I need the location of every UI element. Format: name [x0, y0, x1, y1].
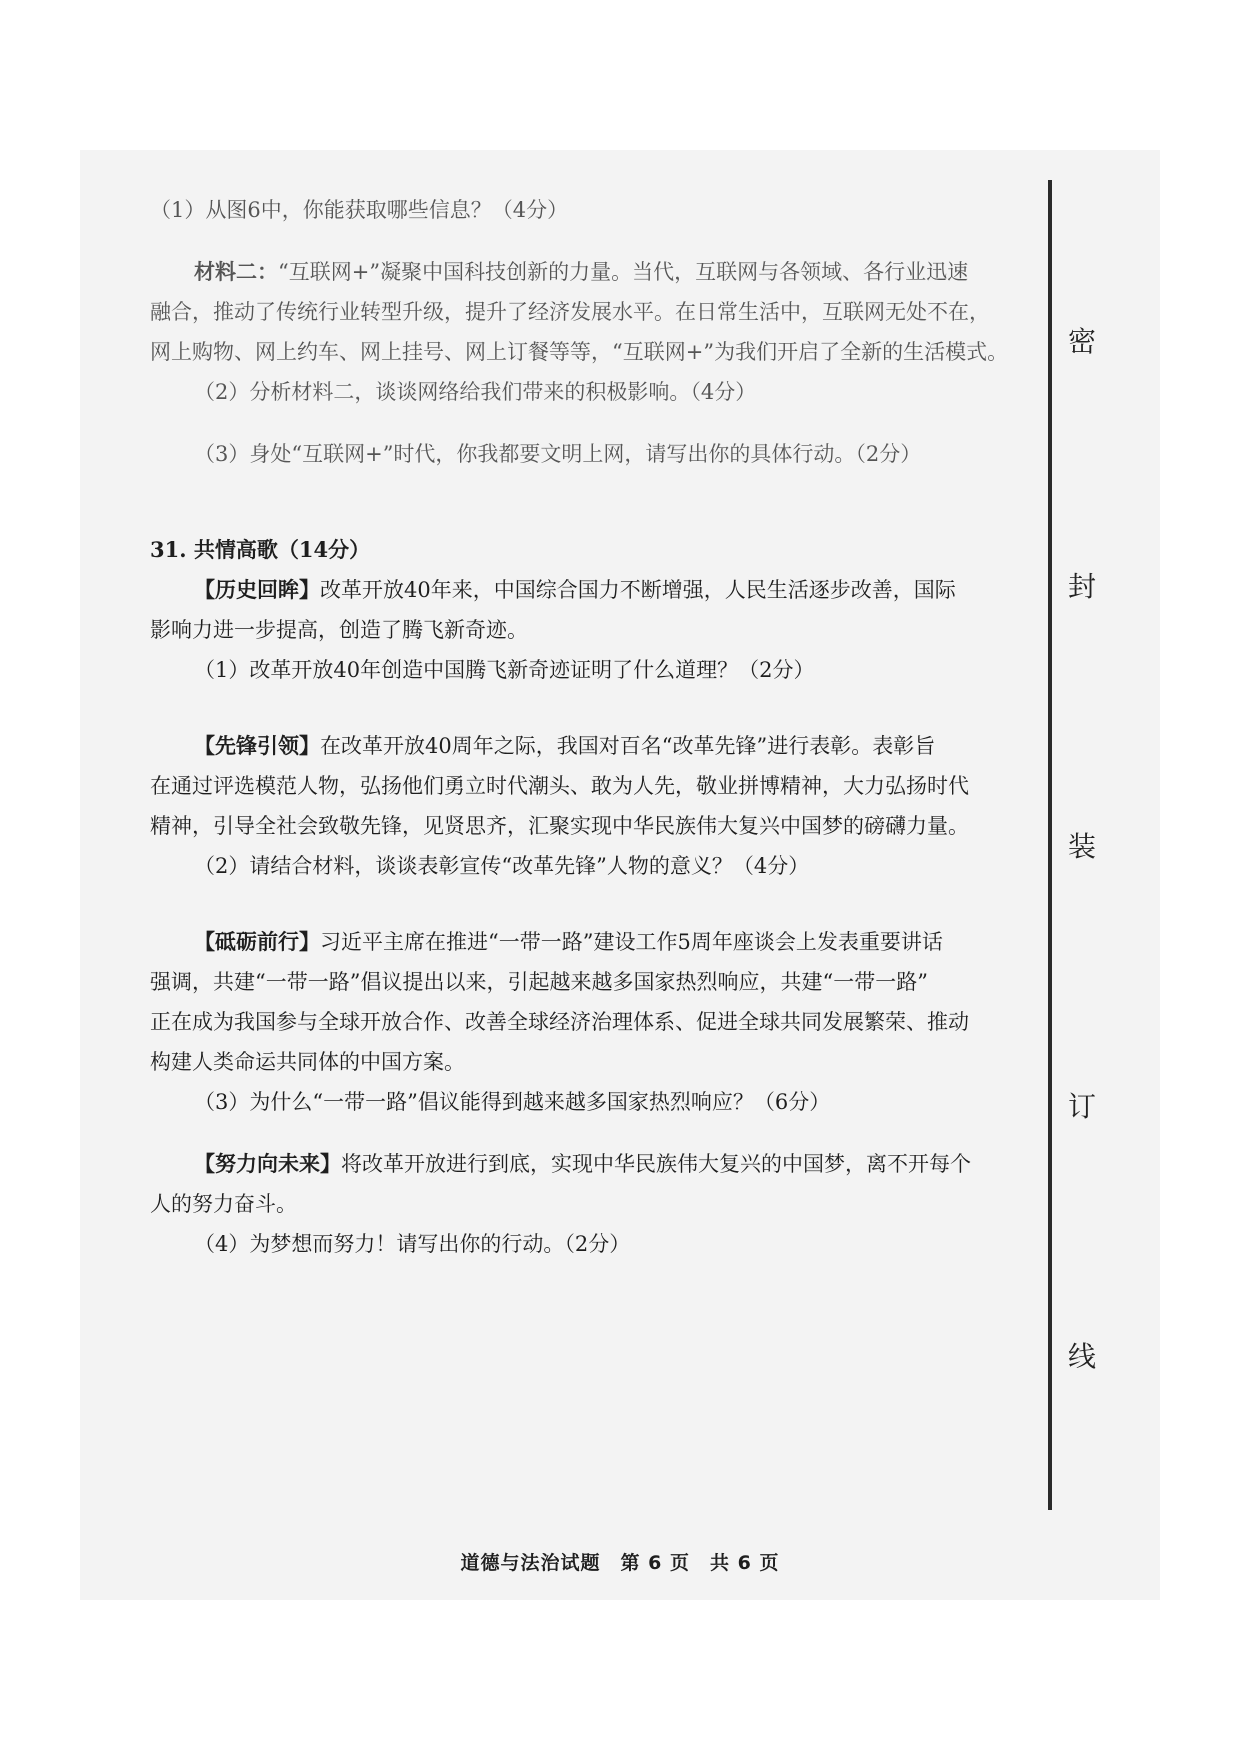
- forward-line1: [150, 922, 1010, 962]
- q31-sub1: （1）改革开放40年创造中国腾飞新奇迹证明了什么道理？（2分）: [194, 658, 815, 682]
- history-line2: 影响力进一步提高，创造了腾飞新奇迹。: [150, 618, 528, 642]
- q31-sub3: （3）为什么“一带一路”倡议能得到越来越多国家热烈响应？（6分）: [194, 1090, 831, 1114]
- q30-sub1: （1）从图6中，你能获取哪些信息？（4分）: [150, 198, 569, 222]
- material2-line2: 融合，推动了传统行业转型升级，提升了经济发展水平。在日常生活中，互联网无处不在，: [150, 300, 990, 324]
- binding-mark-close: 封: [1067, 570, 1096, 603]
- q31-sub4: （4）为梦想而努力！请写出你的行动。（2分）: [194, 1232, 631, 1256]
- binding-mark-staple: 订: [1067, 1090, 1096, 1123]
- future-text1: 将改革开放进行到底，实现中华民族伟大复兴的中国梦，离不开每个: [341, 1152, 971, 1176]
- material2-line3: 网上购物、网上约车、网上挂号、网上订餐等等，“互联网+”为我们开启了全新的生活模式。: [150, 340, 1009, 364]
- binding-mark-seal: 密: [1067, 325, 1096, 358]
- pioneer-line1: [150, 726, 1010, 766]
- future-line2: 人的努力奋斗。: [150, 1192, 297, 1216]
- forward-line4: 构建人类命运共同体的中国方案。: [150, 1050, 465, 1074]
- future-line1: [150, 1144, 1010, 1184]
- binding-mark-bind: 装: [1067, 830, 1096, 863]
- forward-line2: 强调，共建“一带一路”倡议提出以来，引起越来越多国家热烈响应，共建“一带一路”: [150, 970, 928, 994]
- binding-mark-line: 线: [1067, 1340, 1096, 1373]
- q30-sub3: （3）身处“互联网+”时代，你我都要文明上网，请写出你的具体行动。（2分）: [194, 442, 922, 466]
- material2-label: 材料二：: [194, 259, 278, 284]
- page-footer: 道德与法治试题 第 6 页 共 6 页: [460, 1552, 780, 1574]
- forward-text1: 习近平主席在推进“一带一路”建设工作5周年座谈会上发表重要讲话: [320, 930, 943, 954]
- pioneer-line2: 在通过评选模范人物，弘扬他们勇立时代潮头、敢为人先，敬业拼博精神，大力弘扬时代: [150, 774, 969, 798]
- material2-line1: [150, 252, 1010, 292]
- future-tag: 【努力向未来】: [194, 1151, 341, 1176]
- pioneer-text1: 在改革开放40周年之际，我国对百名“改革先锋”进行表彰。表彰旨: [320, 734, 936, 758]
- q31-title: 31. 共情高歌（14分）: [150, 537, 371, 562]
- binding-line: [1048, 180, 1052, 1510]
- pioneer-tag: 【先锋引领】: [194, 733, 320, 758]
- pioneer-line3: 精神，引导全社会致敬先锋，见贤思齐，汇聚实现中华民族伟大复兴中国梦的磅礴力量。: [150, 814, 969, 838]
- history-line1: [150, 570, 1010, 610]
- material2-text1: “互联网+”凝聚中国科技创新的力量。当代，互联网与各领域、各行业迅速: [278, 260, 969, 284]
- exam-content: [150, 190, 1010, 1264]
- forward-line3: 正在成为我国参与全球开放合作、改善全球经济治理体系、促进全球共同发展繁荣、推动: [150, 1010, 969, 1034]
- q30-sub2: （2）分析材料二，谈谈网络给我们带来的积极影响。（4分）: [194, 380, 757, 404]
- q31-sub2: （2）请结合材料，谈谈表彰宣传“改革先锋”人物的意义？（4分）: [194, 854, 810, 878]
- forward-tag: 【砥砺前行】: [194, 929, 320, 954]
- history-text1: 改革开放40年来，中国综合国力不断增强，人民生活逐步改善，国际: [320, 578, 956, 602]
- history-tag: 【历史回眸】: [194, 577, 320, 602]
